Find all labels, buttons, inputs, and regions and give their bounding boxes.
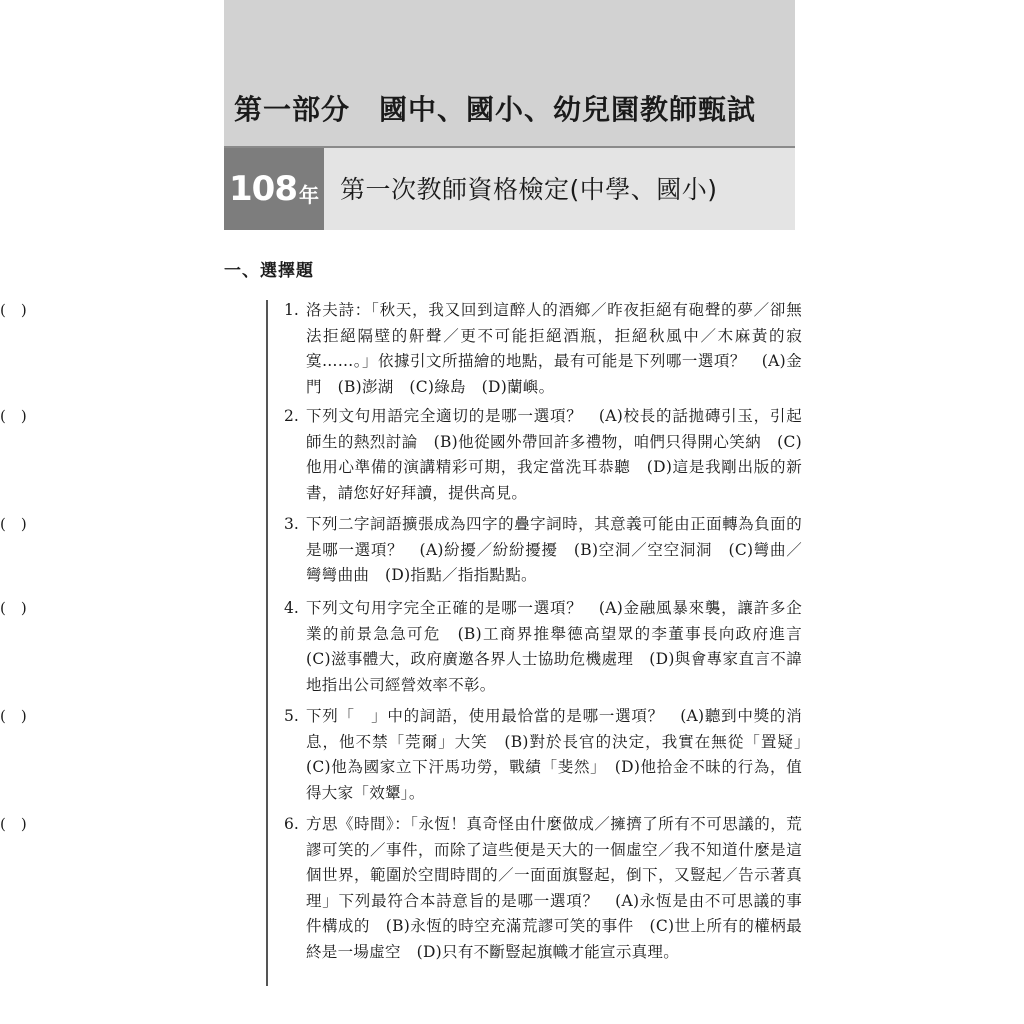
question-number: 2. [284, 407, 299, 425]
answer-blank[interactable]: ( ) [0, 815, 27, 833]
answer-blank[interactable]: ( ) [0, 301, 27, 319]
question-text: 下列二字詞語擴張成為四字的疊字詞時，其意義可能由正面轉為負面的是哪一選項？ (A)紛擾／紛紛擾擾 (B)空洞／空空洞洞 (C)彎曲／彎彎曲曲 (D)指點／指指點點。 [306, 515, 802, 584]
question-number: 6. [284, 815, 299, 833]
question-text: 方思《時間》：「永恆！真奇怪由什麼做成／擁擠了所有不可思議的，荒謬可笑的／事件，而除了這些便是天大的一個虛空／我不知道什麼是這個世界，範圍於空間時間的／一面面旗豎起，倒下，又豎起／告示著真理」下列最符合本詩意旨的是哪一選項？ (A)永恆是由不可思議的事件構成的 (B)永恆的時空充滿荒謬可笑的事件 (C)世上所有的權柄最終是一場虛空 (D)只有不斷豎起旗幟才能宣示真理。 [306, 815, 802, 961]
question-text: 下列文句用語完全適切的是哪一選項？ (A)校長的話拋磚引玉，引起師生的熱烈討論 (B)他從國外帶回許多禮物，咱們只得開心笑納 (C)他用心準備的演講精彩可期，我定當洗耳恭聽 (D)這是我剛出版的新書，請您好好拜讀，提供高見。 [306, 407, 802, 502]
answer-blank[interactable]: ( ) [0, 515, 27, 533]
question-number: 3. [284, 515, 299, 533]
year-badge [224, 148, 324, 230]
answer-blank[interactable]: ( ) [0, 707, 27, 725]
answer-blank[interactable]: ( ) [0, 407, 27, 425]
question-text: 下列「 」中的詞語，使用最恰當的是哪一選項？ (A)聽到中獎的消息，他不禁「莞爾」大笑 (B)對於長官的決定，我實在無從「置疑」 (C)他為國家立下汗馬功勞，戰績「斐然」 (D)他拾金不昧的行為，值得大家「效顰」。 [306, 707, 818, 802]
section-heading: 一、選擇題 [224, 261, 314, 281]
question-number: 5. [284, 707, 299, 725]
exam-title-bar [224, 146, 795, 230]
year-number: 108 [229, 169, 297, 209]
answer-column-rule [266, 300, 268, 986]
question-text: 洛夫詩：「秋天，我又回到這醉人的酒鄉／昨夜拒絕有砲聲的夢／卻無法拒絕隔壁的鼾聲／更不可能拒絕酒瓶，拒絕秋風中／木麻黃的寂寞……。」依據引文所描繪的地點，最有可能是下列哪一選項？ (A)金門 (B)澎湖 (C)綠島 (D)蘭嶼。 [306, 301, 802, 396]
question-number: 4. [284, 599, 299, 617]
exam-title: 第一次教師資格檢定(中學、國小) [340, 175, 718, 204]
part-title: 第一部分 國中、國小、幼兒園教師甄試 [234, 93, 757, 126]
question-text: 下列文句用字完全正確的是哪一選項？ (A)金融風暴來襲，讓許多企業的前景急急可危 (B)工商界推舉德高望眾的李董事長向政府進言 (C)滋事體大，政府廣邀各界人士協助危機處理 (D)與會專家直言不諱地指出公司經營效率不彰。 [306, 599, 818, 694]
year-suffix: 年 [298, 182, 319, 207]
question-number: 1. [284, 301, 299, 319]
answer-blank[interactable]: ( ) [0, 599, 27, 617]
